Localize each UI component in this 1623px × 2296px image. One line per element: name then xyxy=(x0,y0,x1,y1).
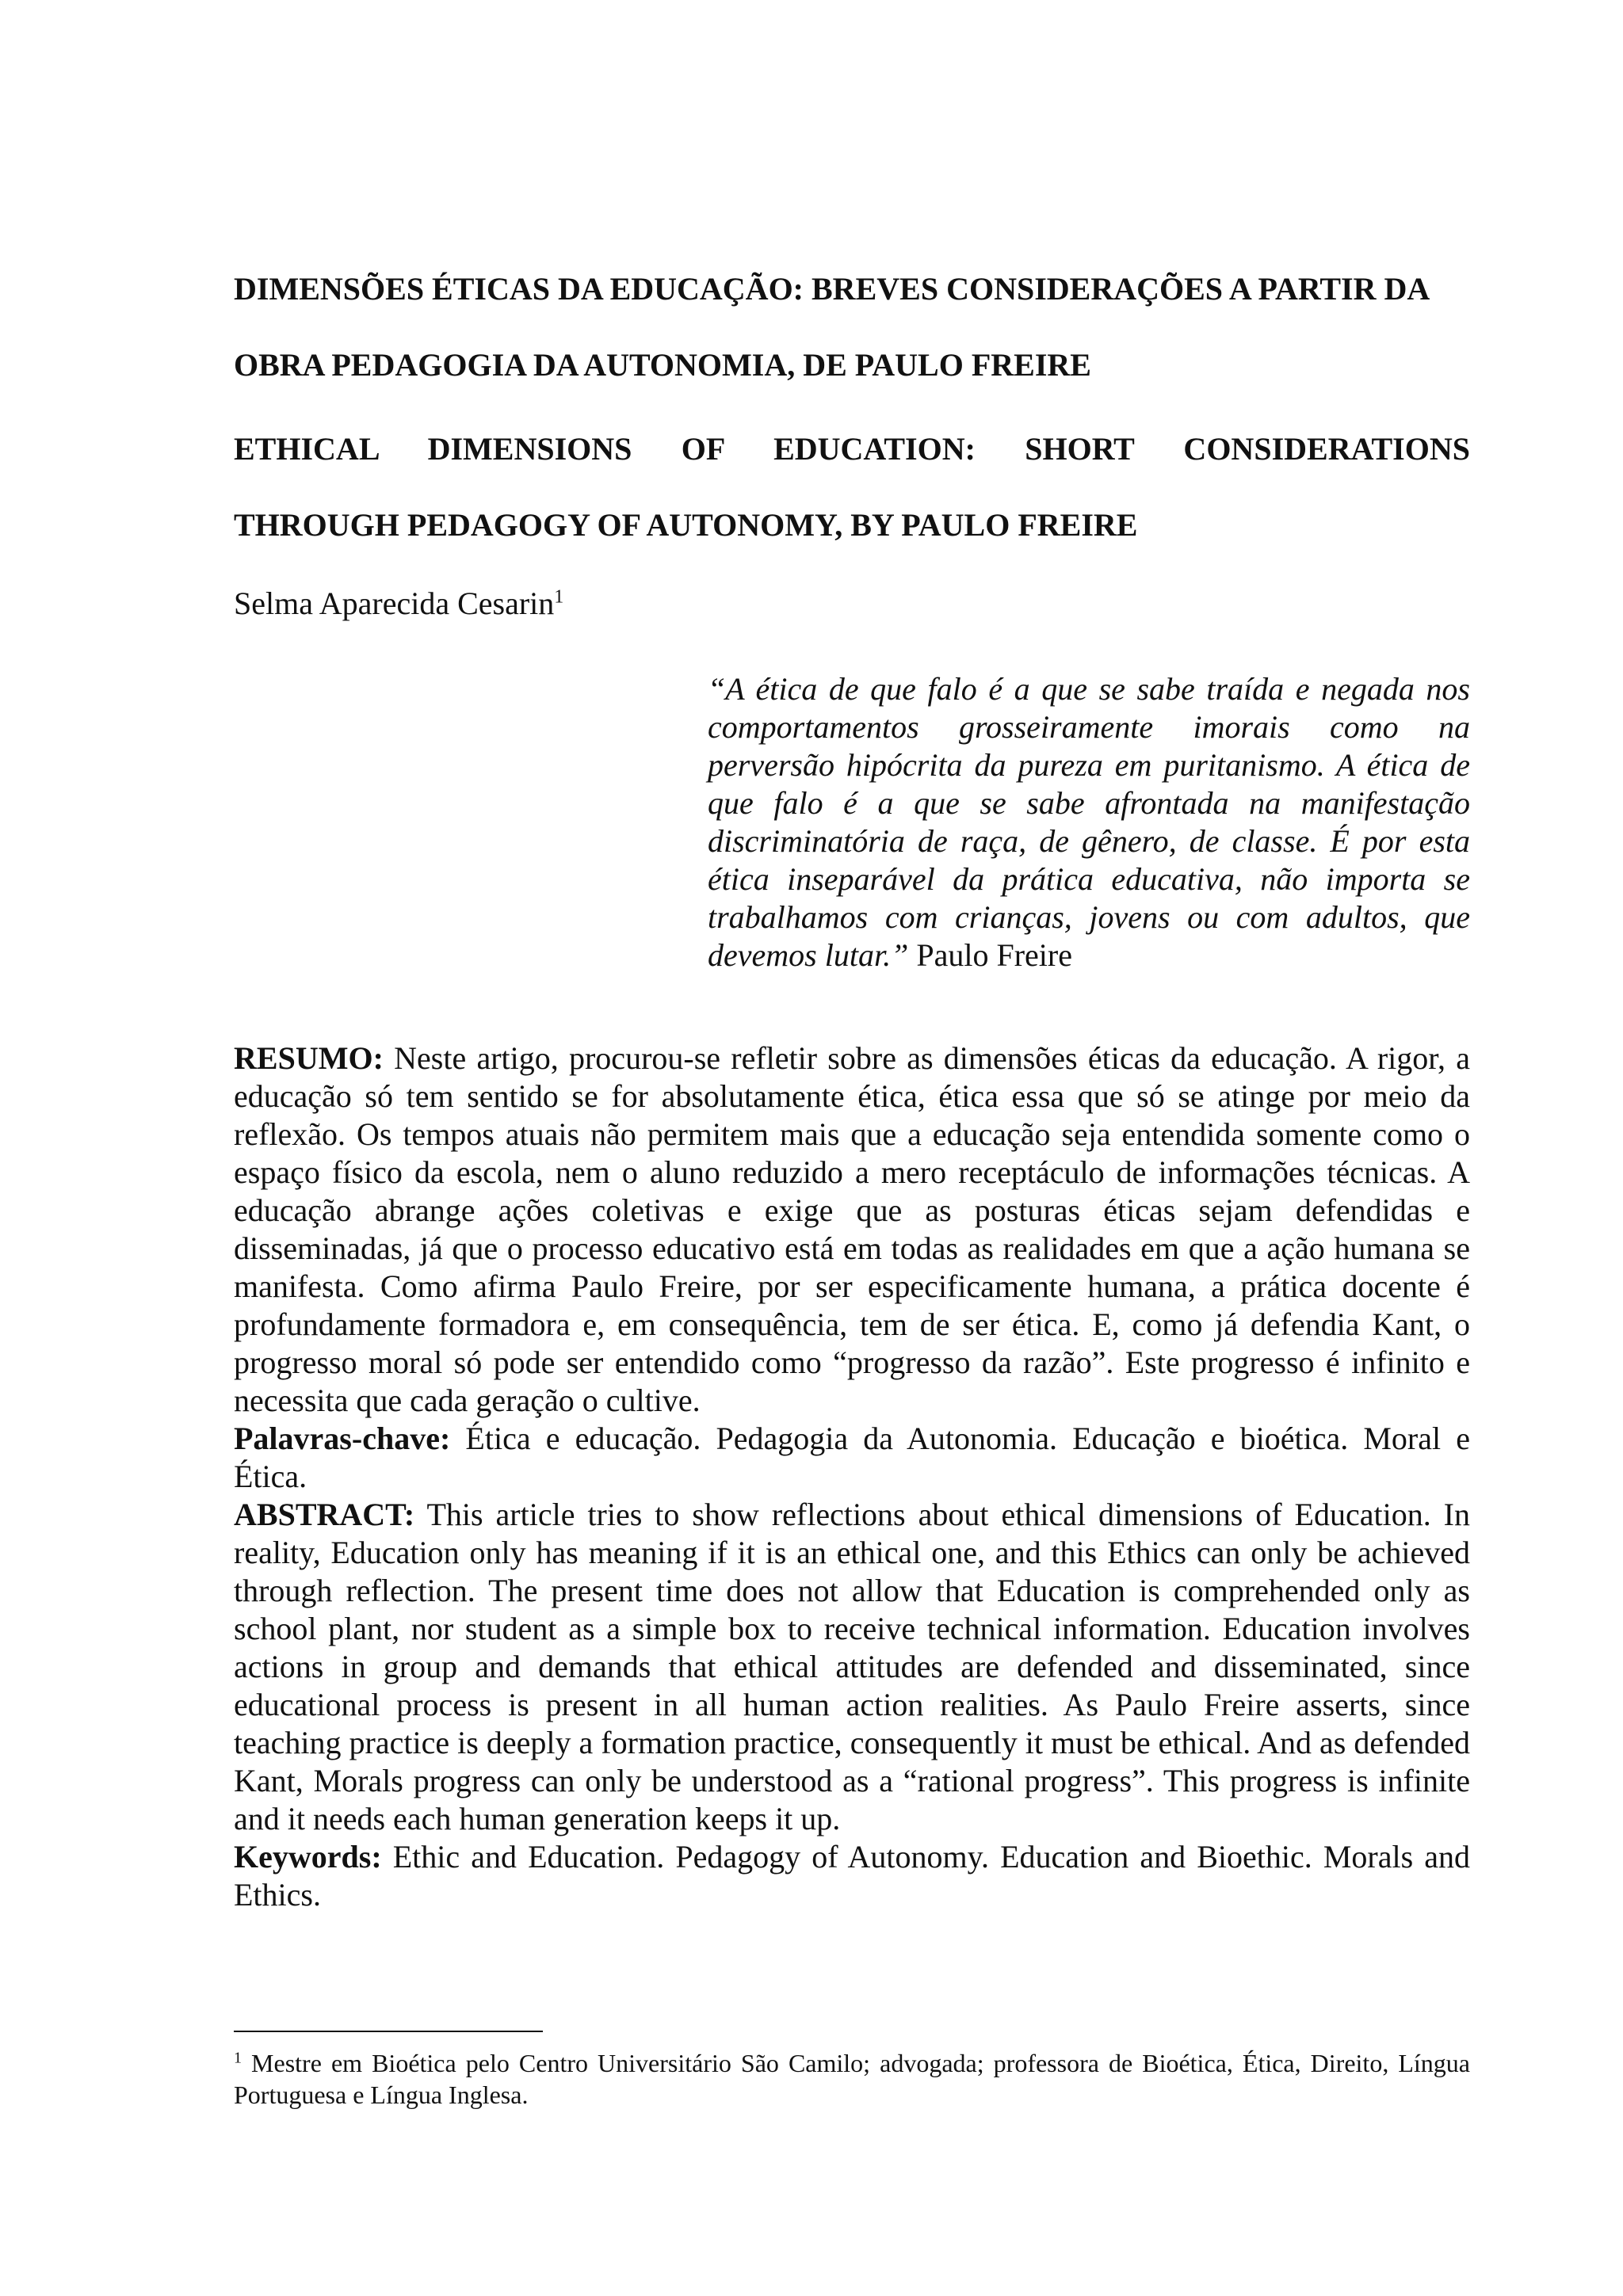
footnote-text: Mestre em Bioética pelo Centro Universitário São Camilo; advogada; professora de Bioética, Ética, Direito, Língua Portuguesa e Língua Inglesa. xyxy=(234,2049,1471,2109)
title-pt-line-2: OBRA PEDAGOGIA DA AUTONOMIA, DE PAULO FREIRE xyxy=(234,347,1091,383)
resumo-label: RESUMO: xyxy=(234,1040,384,1076)
footnote-mark: 1 xyxy=(234,2049,242,2067)
author-name: Selma Aparecida Cesarin xyxy=(234,585,555,621)
resumo-paragraph xyxy=(234,1039,1470,1420)
title-pt-line-1: DIMENSÕES ÉTICAS DA EDUCAÇÃO: BREVES CONSIDERAÇÕES A PARTIR DA xyxy=(234,271,1430,307)
author-footnote-mark: 1 xyxy=(554,586,564,608)
footnote-separator xyxy=(234,2031,543,2032)
author xyxy=(234,585,563,623)
abstract-label: ABSTRACT: xyxy=(234,1497,415,1532)
title-en-line-2: THROUGH PEDAGOGY OF AUTONOMY, BY PAULO FREIRE xyxy=(234,507,1138,543)
keywords-text: Ethic and Education. Pedagogy of Autonomy. Education and Bioethic. Morals and Ethics. xyxy=(234,1839,1471,1913)
resumo-text: Neste artigo, procurou-se refletir sobre as dimensões éticas da educação. A rigor, a educação só tem sentido se for absolutamente ética, ética essa que só se atinge por meio da reflexão. Os tempos atuais não permitem mais que a educação seja entendida somente como o espaço físico da escola, nem o aluno reduzido a mero receptáculo de informações técnicas. A educação abrange ações coletivas e exige que as posturas éticas sejam defendidas e disseminadas, já que o processo educativo está em todas as realidades em que a ação humana se manifesta. Como afirma Paulo Freire, por ser especificamente humana, a prática docente é profundamente formadora e, em consequência, tem de ser ética. E, como já defendia Kant, o progresso moral só pode ser entendido como “progresso da razão”. Este progresso é infinito e necessita que cada geração o cultive. xyxy=(234,1040,1471,1418)
footnote xyxy=(234,2047,1470,2111)
epigraph-attribution: Paulo Freire xyxy=(916,937,1072,973)
abstract-paragraph xyxy=(234,1496,1470,1838)
title-en-line-1: ETHICAL DIMENSIONS OF EDUCATION: SHORT CONSIDERATIONS xyxy=(234,431,1470,467)
epigraph-quote: “A ética de que falo é a que se sabe traída e negada nos comportamentos grosseiramente imorais como na perversão hipócrita da pureza em puritanismo. A ética de que falo é a que se sabe afrontada na manifestação discriminatória de raça, de gênero, de classe. É por esta ética inseparável da prática educativa, não importa se trabalhamos com crianças, jovens ou com adultos, que devemos lutar.” xyxy=(708,671,1470,973)
epigraph xyxy=(708,670,1470,974)
abstract-text: This article tries to show reflections about ethical dimensions of Education. In reality, Education only has meaning if it is an ethical one, and this Ethics can only be achieved through reflection. The present time does not allow that Education is comprehended only as school plant, nor student as a simple box to receive technical information. Education involves actions in group and demands that ethical attitudes are defended and disseminated, since educational process is present in all human action realities. As Paulo Freire asserts, since teaching practice is deeply a formation practice, consequently it must be ethical. And as defended Kant, Morals progress can only be understood as a “rational progress”. This progress is infinite and it needs each human generation keeps it up. xyxy=(234,1497,1471,1836)
palavras-chave-label: Palavras-chave: xyxy=(234,1421,451,1456)
keywords-label: Keywords: xyxy=(234,1839,382,1875)
keywords-paragraph xyxy=(234,1838,1470,1914)
palavras-chave-text: Ética e educação. Pedagogia da Autonomia. Educação e bioética. Moral e Ética. xyxy=(234,1421,1471,1494)
palavras-chave-paragraph xyxy=(234,1420,1470,1496)
